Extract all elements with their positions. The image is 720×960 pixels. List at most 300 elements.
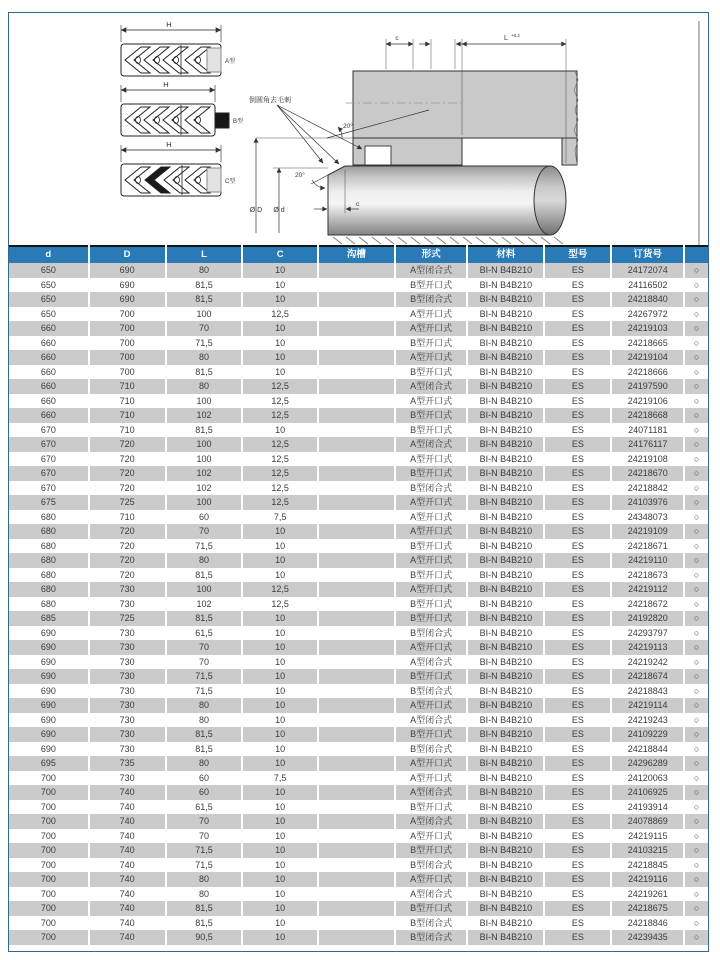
cell: 80 — [166, 350, 243, 365]
cell: 730 — [89, 771, 166, 786]
availability-mark: ○ — [684, 524, 708, 539]
cell: A型闭合式 — [395, 379, 468, 394]
cell — [318, 756, 395, 771]
cell: 12,5 — [242, 481, 317, 496]
cell: ES — [544, 713, 611, 728]
cell: 700 — [9, 930, 89, 945]
availability-mark: ○ — [684, 597, 708, 612]
cell — [318, 843, 395, 858]
cell: 70 — [166, 321, 243, 336]
availability-mark: ○ — [684, 814, 708, 829]
cell: BI-N B4B210 — [467, 843, 544, 858]
cell: 80 — [166, 698, 243, 713]
table-row — [9, 858, 708, 873]
cell — [318, 785, 395, 800]
cell: ES — [544, 292, 611, 307]
cell: 740 — [89, 901, 166, 916]
availability-mark: ○ — [684, 669, 708, 684]
cell: ES — [544, 423, 611, 438]
cell: 730 — [89, 698, 166, 713]
cell: 24176117 — [611, 437, 684, 452]
availability-mark: ○ — [684, 713, 708, 728]
page-frame — [8, 12, 709, 952]
table-row — [9, 394, 708, 409]
cell: ES — [544, 510, 611, 525]
cell: BI-N B4B210 — [467, 510, 544, 525]
cell: ES — [544, 669, 611, 684]
availability-mark: ○ — [684, 829, 708, 844]
cell: ES — [544, 263, 611, 278]
table-row — [9, 568, 708, 583]
availability-mark: ○ — [684, 742, 708, 757]
cell: A型开口式 — [395, 829, 468, 844]
cell: 10 — [242, 423, 317, 438]
cell: 24348073 — [611, 510, 684, 525]
cell: ES — [544, 307, 611, 322]
cell: 680 — [9, 524, 89, 539]
cell — [318, 263, 395, 278]
cell: BI-N B4B210 — [467, 916, 544, 931]
cell — [318, 336, 395, 351]
cell: ES — [544, 800, 611, 815]
dim-d-small-label: Ø d — [273, 207, 285, 214]
cell: BI-N B4B210 — [467, 858, 544, 873]
cell: 670 — [9, 466, 89, 481]
cell: 24219114 — [611, 698, 684, 713]
cell: 730 — [89, 684, 166, 699]
cell: ES — [544, 727, 611, 742]
cell: 61,5 — [166, 626, 243, 641]
cell: 70 — [166, 524, 243, 539]
cell: ES — [544, 597, 611, 612]
cell: 70 — [166, 829, 243, 844]
availability-mark: ○ — [684, 771, 708, 786]
cell: ES — [544, 524, 611, 539]
availability-mark: ○ — [684, 843, 708, 858]
availability-mark: ○ — [684, 858, 708, 873]
table-row — [9, 727, 708, 742]
cell — [318, 930, 395, 945]
cell: 24218843 — [611, 684, 684, 699]
table-header-row — [9, 246, 708, 263]
table-row — [9, 713, 708, 728]
cell — [318, 568, 395, 583]
cell: B型闭合式 — [395, 626, 468, 641]
hatch-pattern — [333, 237, 563, 244]
cell: 7,5 — [242, 771, 317, 786]
table-row — [9, 640, 708, 655]
cell: 80 — [166, 713, 243, 728]
angle-label-top: 20° — [343, 123, 353, 130]
cell: 10 — [242, 669, 317, 684]
cell: 71,5 — [166, 843, 243, 858]
table-row — [9, 829, 708, 844]
cell: 10 — [242, 336, 317, 351]
cell: 81,5 — [166, 916, 243, 931]
cell: 24218668 — [611, 408, 684, 423]
cell: BI-N B4B210 — [467, 321, 544, 336]
cell — [318, 539, 395, 554]
cell: 10 — [242, 698, 317, 713]
table-row — [9, 350, 708, 365]
cell — [318, 669, 395, 684]
cell: A型闭合式 — [395, 655, 468, 670]
cell: 81,5 — [166, 278, 243, 293]
cell: 24218840 — [611, 292, 684, 307]
cell: 700 — [9, 800, 89, 815]
cell: B型开口式 — [395, 336, 468, 351]
cell: A型闭合式 — [395, 814, 468, 829]
cell — [318, 858, 395, 873]
cell: B型开口式 — [395, 901, 468, 916]
availability-mark: ○ — [684, 756, 708, 771]
cell: 690 — [9, 727, 89, 742]
cell: BI-N B4B210 — [467, 901, 544, 916]
cell: B型开口式 — [395, 365, 468, 380]
cell: BI-N B4B210 — [467, 553, 544, 568]
cell: 710 — [89, 394, 166, 409]
cell: ES — [544, 394, 611, 409]
cell — [318, 655, 395, 670]
availability-mark: ○ — [684, 872, 708, 887]
cell: 71,5 — [166, 539, 243, 554]
cell: 24078869 — [611, 814, 684, 829]
cell: ES — [544, 365, 611, 380]
cell: 80 — [166, 553, 243, 568]
cell: 10 — [242, 611, 317, 626]
cell: 10 — [242, 713, 317, 728]
cell: A型开口式 — [395, 321, 468, 336]
table-row — [9, 756, 708, 771]
cell: BI-N B4B210 — [467, 727, 544, 742]
cell: B型开口式 — [395, 423, 468, 438]
cell: BI-N B4B210 — [467, 394, 544, 409]
table-row — [9, 307, 708, 322]
cell: 695 — [9, 756, 89, 771]
cell: 10 — [242, 742, 317, 757]
dim-c-top-label: c — [395, 35, 399, 42]
cell: 102 — [166, 408, 243, 423]
cell: 660 — [9, 379, 89, 394]
table-row — [9, 466, 708, 481]
cell: B型开口式 — [395, 539, 468, 554]
cell — [318, 452, 395, 467]
cell: 735 — [89, 756, 166, 771]
cell: 81,5 — [166, 742, 243, 757]
cell: 10 — [242, 350, 317, 365]
cell: 650 — [9, 278, 89, 293]
cell: A型闭合式 — [395, 713, 468, 728]
cell: 700 — [9, 814, 89, 829]
cell: 670 — [9, 437, 89, 452]
table-row — [9, 771, 708, 786]
dim-h-label-c: H — [166, 140, 172, 149]
cell: 24239435 — [611, 930, 684, 945]
cell: A型开口式 — [395, 495, 468, 510]
cell: B型开口式 — [395, 408, 468, 423]
availability-mark: ○ — [684, 553, 708, 568]
cell: ES — [544, 698, 611, 713]
availability-mark: ○ — [684, 684, 708, 699]
cell: 10 — [242, 365, 317, 380]
cell: 24193914 — [611, 800, 684, 815]
table-row — [9, 423, 708, 438]
cell: ES — [544, 756, 611, 771]
col-header-型号: 型号 — [544, 246, 611, 263]
cell: 24218666 — [611, 365, 684, 380]
profile-c-label: C型 — [225, 179, 236, 185]
availability-mark: ○ — [684, 394, 708, 409]
cell: 100 — [166, 495, 243, 510]
dim-d-large-label: Ø D — [249, 207, 263, 214]
table-row — [9, 379, 708, 394]
cell: BI-N B4B210 — [467, 930, 544, 945]
cell: 725 — [89, 611, 166, 626]
cell: ES — [544, 481, 611, 496]
table-row — [9, 785, 708, 800]
cell: BI-N B4B210 — [467, 872, 544, 887]
cell: BI-N B4B210 — [467, 568, 544, 583]
cell: A型开口式 — [395, 452, 468, 467]
cell: 720 — [89, 481, 166, 496]
availability-mark: ○ — [684, 640, 708, 655]
cell: BI-N B4B210 — [467, 423, 544, 438]
cell: ES — [544, 611, 611, 626]
table-row — [9, 510, 708, 525]
cell: 700 — [9, 916, 89, 931]
cell: 24218842 — [611, 481, 684, 496]
col-header-订货号: 订货号 — [611, 246, 684, 263]
cell: B型闭合式 — [395, 292, 468, 307]
cell: A型开口式 — [395, 307, 468, 322]
cell: 690 — [9, 684, 89, 699]
cell: 700 — [9, 858, 89, 873]
cell: 670 — [9, 423, 89, 438]
cell: A型闭合式 — [395, 437, 468, 452]
availability-mark: ○ — [684, 452, 708, 467]
availability-mark: ○ — [684, 263, 708, 278]
cell: 24219106 — [611, 394, 684, 409]
table-row — [9, 930, 708, 945]
cell: 730 — [89, 582, 166, 597]
table-row — [9, 669, 708, 684]
cell — [318, 495, 395, 510]
col-header-availability — [684, 246, 708, 263]
table-row — [9, 597, 708, 612]
cell: 10 — [242, 829, 317, 844]
seal-profile-b — [121, 80, 243, 136]
cell: BI-N B4B210 — [467, 350, 544, 365]
cell: 70 — [166, 640, 243, 655]
cell — [318, 408, 395, 423]
cell: 690 — [9, 742, 89, 757]
cell: 10 — [242, 655, 317, 670]
cell: 12,5 — [242, 452, 317, 467]
availability-mark: ○ — [684, 916, 708, 931]
cell: 650 — [9, 292, 89, 307]
cell: A型闭合式 — [395, 785, 468, 800]
cell: 670 — [9, 481, 89, 496]
cell: 12,5 — [242, 597, 317, 612]
cell: 730 — [89, 626, 166, 641]
cell: 710 — [89, 423, 166, 438]
cell: A型开口式 — [395, 510, 468, 525]
dim-l-tol-label: +0.2 — [511, 33, 520, 38]
table-row — [9, 292, 708, 307]
cell: 660 — [9, 408, 89, 423]
cell — [318, 321, 395, 336]
cell — [318, 292, 395, 307]
availability-mark: ○ — [684, 336, 708, 351]
cell: 60 — [166, 785, 243, 800]
cell: 710 — [89, 510, 166, 525]
cell: 720 — [89, 466, 166, 481]
cell: 12,5 — [242, 466, 317, 481]
cell: 10 — [242, 887, 317, 902]
availability-mark: ○ — [684, 539, 708, 554]
cell: A型开口式 — [395, 640, 468, 655]
deburr-note: 倒圆角去毛刺 — [249, 97, 291, 104]
cell: 700 — [9, 829, 89, 844]
cell: B型开口式 — [395, 278, 468, 293]
cell: BI-N B4B210 — [467, 278, 544, 293]
cell: BI-N B4B210 — [467, 829, 544, 844]
cell: 660 — [9, 336, 89, 351]
cell: 71,5 — [166, 336, 243, 351]
cell: 10 — [242, 858, 317, 873]
cell: A型开口式 — [395, 582, 468, 597]
cell: 680 — [9, 597, 89, 612]
cell: 12,5 — [242, 379, 317, 394]
cell: 24218674 — [611, 669, 684, 684]
cell: 12,5 — [242, 495, 317, 510]
cell: 740 — [89, 916, 166, 931]
cell: BI-N B4B210 — [467, 307, 544, 322]
cell: 60 — [166, 771, 243, 786]
table-row — [9, 901, 708, 916]
cell: BI-N B4B210 — [467, 408, 544, 423]
cell: 10 — [242, 263, 317, 278]
cell: 730 — [89, 640, 166, 655]
cell: 10 — [242, 800, 317, 815]
cell: 90,5 — [166, 930, 243, 945]
availability-mark: ○ — [684, 901, 708, 916]
cell: 24219115 — [611, 829, 684, 844]
cell: 61,5 — [166, 800, 243, 815]
size-table — [9, 245, 708, 945]
col-header-材料: 材料 — [467, 246, 544, 263]
cell: 10 — [242, 930, 317, 945]
cell — [318, 466, 395, 481]
cell: 24219109 — [611, 524, 684, 539]
cell: 700 — [89, 365, 166, 380]
cell: BI-N B4B210 — [467, 597, 544, 612]
cell: 24219112 — [611, 582, 684, 597]
cell: 700 — [89, 336, 166, 351]
table-row — [9, 800, 708, 815]
table-row — [9, 481, 708, 496]
cell: B型开口式 — [395, 843, 468, 858]
availability-mark: ○ — [684, 495, 708, 510]
cell: ES — [544, 872, 611, 887]
cell: ES — [544, 336, 611, 351]
cell — [318, 597, 395, 612]
cell: BI-N B4B210 — [467, 742, 544, 757]
availability-mark: ○ — [684, 466, 708, 481]
cell: 700 — [9, 887, 89, 902]
table-row — [9, 611, 708, 626]
cell: 24219116 — [611, 872, 684, 887]
availability-mark: ○ — [684, 800, 708, 815]
cell: 740 — [89, 872, 166, 887]
cell: B型闭合式 — [395, 742, 468, 757]
table-row — [9, 539, 708, 554]
cell: 71,5 — [166, 684, 243, 699]
dim-l-label: L — [504, 35, 508, 42]
cell: 100 — [166, 582, 243, 597]
cell: ES — [544, 814, 611, 829]
seal-profile-a — [121, 20, 235, 76]
table-row — [9, 452, 708, 467]
table-row — [9, 742, 708, 757]
cell — [318, 901, 395, 916]
cell — [318, 394, 395, 409]
cell: 24106925 — [611, 785, 684, 800]
cell: 10 — [242, 640, 317, 655]
cell: BI-N B4B210 — [467, 292, 544, 307]
cell: 690 — [89, 263, 166, 278]
table-row — [9, 524, 708, 539]
cell — [318, 611, 395, 626]
cell: 10 — [242, 321, 317, 336]
cell: 700 — [89, 307, 166, 322]
cell: A型开口式 — [395, 350, 468, 365]
cell: 730 — [89, 713, 166, 728]
cell: 24219113 — [611, 640, 684, 655]
cell: 700 — [89, 350, 166, 365]
availability-mark: ○ — [684, 510, 708, 525]
availability-mark: ○ — [684, 321, 708, 336]
cell: A型开口式 — [395, 394, 468, 409]
cell: A型开口式 — [395, 524, 468, 539]
cell: 81,5 — [166, 423, 243, 438]
cell: 100 — [166, 394, 243, 409]
cell: 80 — [166, 872, 243, 887]
cell — [318, 350, 395, 365]
cell — [318, 365, 395, 380]
cell: 24103215 — [611, 843, 684, 858]
cell: 102 — [166, 597, 243, 612]
cell: 725 — [89, 495, 166, 510]
cell: 102 — [166, 481, 243, 496]
cell: 100 — [166, 452, 243, 467]
cell: B型闭合式 — [395, 858, 468, 873]
cell: 81,5 — [166, 611, 243, 626]
cell: BI-N B4B210 — [467, 713, 544, 728]
cell: 102 — [166, 466, 243, 481]
availability-mark: ○ — [684, 698, 708, 713]
cell: 24218665 — [611, 336, 684, 351]
table-row — [9, 553, 708, 568]
table-row — [9, 365, 708, 380]
cell: A型闭合式 — [395, 263, 468, 278]
cell — [318, 640, 395, 655]
cell — [318, 481, 395, 496]
cell: 700 — [9, 901, 89, 916]
table-row — [9, 582, 708, 597]
cell: 10 — [242, 684, 317, 699]
cell: BI-N B4B210 — [467, 800, 544, 815]
